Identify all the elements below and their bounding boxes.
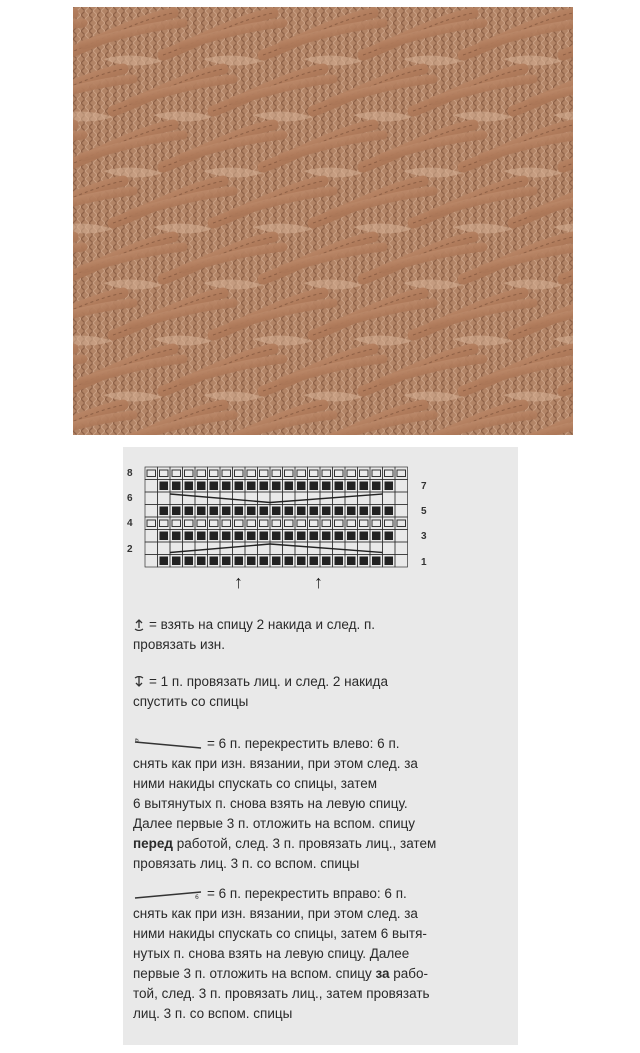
knit-symbol [172, 557, 181, 566]
legend-text-line: = взять на спицу 2 накида и след. п. [149, 617, 376, 632]
chart-cell [233, 492, 246, 505]
chart-cell [345, 492, 358, 505]
purl-symbol [347, 520, 356, 527]
knit-symbol [247, 532, 256, 541]
row-number: 5 [421, 506, 427, 517]
knit-symbol [172, 482, 181, 491]
purl-symbol [247, 520, 256, 527]
legend-text-line: перед работой, след. 3 п. провязать лиц., затем [133, 836, 437, 851]
chart-cell [383, 542, 396, 555]
knit-symbol [335, 532, 344, 541]
purl-symbol [310, 470, 319, 477]
legend-item [133, 672, 513, 712]
knit-symbol [235, 482, 244, 491]
knit-symbol [385, 557, 394, 566]
purl-symbol [385, 520, 394, 527]
purl-symbol [335, 520, 344, 527]
knit-symbol [247, 557, 256, 566]
purl-symbol [360, 470, 369, 477]
purl-symbol [235, 520, 244, 527]
knit-symbol [335, 507, 344, 516]
legend-item [133, 884, 513, 1024]
legend-text-line: = 1 п. провязать лиц. и след. 2 накида [149, 674, 388, 689]
legend-text-line: Далее первые 3 п. отложить на вспом. спицу [133, 816, 416, 831]
purl-symbol [372, 520, 381, 527]
chart-cell [395, 555, 408, 568]
chart-cell [158, 542, 171, 555]
chart-cell [233, 542, 246, 555]
purl-symbol [222, 520, 231, 527]
chart-cell [145, 492, 158, 505]
legend-text-line: той, след. 3 п. провязать лиц., затем провязать [133, 986, 430, 1001]
legend-text-line: провязать лиц. 3 п. со вспом. спицы [133, 856, 360, 871]
knit-symbol [235, 507, 244, 516]
knit-symbol [185, 507, 194, 516]
knit-symbol [197, 482, 206, 491]
legend-text-line: = 6 п. перекрестить вправо: 6 п. [207, 886, 407, 901]
chart-cell [395, 492, 408, 505]
knit-symbol [247, 482, 256, 491]
cable-left-icon [133, 738, 203, 750]
purl-symbol [185, 470, 194, 477]
knit-symbol [372, 507, 381, 516]
purl-symbol [322, 520, 331, 527]
knit-symbol [310, 507, 319, 516]
svg-text:6: 6 [195, 894, 199, 901]
knit-symbol [260, 507, 269, 516]
purl-symbol [147, 520, 156, 527]
knit-symbol [335, 482, 344, 491]
legend-text-line: = 6 п. перекрестить влево: 6 п. [207, 736, 400, 751]
knit-symbol [260, 557, 269, 566]
purl-symbol [160, 470, 169, 477]
chart-cell [395, 480, 408, 493]
row-number: 2 [127, 544, 133, 555]
knit-symbol [335, 557, 344, 566]
chart-cell [195, 492, 208, 505]
knit-symbol [285, 557, 294, 566]
knit-symbol [260, 482, 269, 491]
knitting-chart [141, 465, 411, 573]
chart-cell [195, 542, 208, 555]
knit-symbol [360, 507, 369, 516]
purl-symbol [285, 520, 294, 527]
cable-line [270, 544, 383, 553]
knit-symbol [172, 532, 181, 541]
chart-cell [183, 492, 196, 505]
knit-symbol [197, 557, 206, 566]
chart-cell [395, 542, 408, 555]
knit-symbol [197, 507, 206, 516]
knit-symbol [297, 532, 306, 541]
chart-cell [345, 542, 358, 555]
purl-symbol [297, 520, 306, 527]
chart-cell [395, 530, 408, 543]
chart-cell [395, 505, 408, 518]
knit-symbol [222, 557, 231, 566]
legend-text-line: нутых п. снова взять на левую спицу. Далее [133, 946, 410, 961]
row-number: 4 [127, 518, 133, 529]
chart-cell [245, 542, 258, 555]
purl-symbol [147, 470, 156, 477]
purl-symbol [185, 520, 194, 527]
purl-symbol [272, 520, 281, 527]
knit-symbol [347, 557, 356, 566]
purl-symbol [397, 470, 406, 477]
purl-symbol [285, 470, 294, 477]
knitted-fabric-photo [73, 7, 573, 435]
row-number: 3 [421, 531, 427, 542]
knit-symbol [272, 507, 281, 516]
chart-cell [145, 542, 158, 555]
knit-symbol [272, 532, 281, 541]
knit-symbol [347, 507, 356, 516]
knit-symbol [360, 532, 369, 541]
knit-symbol [210, 482, 219, 491]
purl-symbol [322, 470, 331, 477]
knit-drop-yarnovers-icon [133, 676, 145, 688]
legend-item [133, 734, 513, 874]
legend-text-line: снять как при изн. вязании, при этом след. за [133, 906, 418, 921]
knit-symbol [210, 532, 219, 541]
knit-symbol [385, 507, 394, 516]
knit-symbol [160, 532, 169, 541]
legend-text-line: провязать изн. [133, 637, 225, 652]
repeat-end-arrow-icon: ↑ [314, 572, 323, 592]
purl-symbol [260, 470, 269, 477]
knit-symbol [185, 482, 194, 491]
purl-symbol [235, 470, 244, 477]
knit-symbol [172, 507, 181, 516]
purl-symbol [310, 520, 319, 527]
knit-symbol [372, 557, 381, 566]
knit-symbol [260, 532, 269, 541]
knit-symbol [385, 482, 394, 491]
row-number: 1 [421, 557, 427, 568]
knit-symbol [322, 482, 331, 491]
knit-symbol [297, 557, 306, 566]
knit-symbol [310, 532, 319, 541]
knit-symbol [322, 507, 331, 516]
chart-cell [295, 542, 308, 555]
knit-symbol [360, 482, 369, 491]
knit-symbol [322, 532, 331, 541]
knit-symbol [297, 482, 306, 491]
cable-line [270, 494, 383, 503]
knit-symbol [285, 482, 294, 491]
knit-symbol [322, 557, 331, 566]
knit-symbol [210, 507, 219, 516]
knit-symbol [297, 507, 306, 516]
knit-symbol [197, 532, 206, 541]
knit-symbol [360, 557, 369, 566]
legend-text-line: ними накиды спускать со спицы, затем [133, 776, 378, 791]
chart-cell [283, 492, 296, 505]
purl-symbol [197, 470, 206, 477]
chart-cell [358, 492, 371, 505]
row-number: 7 [421, 481, 427, 492]
knit-symbol [185, 557, 194, 566]
purl-symbol [172, 470, 181, 477]
repeat-start-arrow-icon: ↑ [234, 572, 243, 592]
knit-symbol [272, 482, 281, 491]
row-number: 8 [127, 468, 133, 479]
chart-cell [295, 492, 308, 505]
chart-cell [158, 492, 171, 505]
chart-cell [358, 542, 371, 555]
pattern-instructions-page [123, 447, 518, 1045]
purl-symbol [347, 470, 356, 477]
chart-cell [145, 480, 158, 493]
knit-symbol [160, 482, 169, 491]
purl-symbol [222, 470, 231, 477]
purl-symbol [360, 520, 369, 527]
knit-symbol [347, 482, 356, 491]
knit-symbol [310, 482, 319, 491]
knit-symbol [160, 557, 169, 566]
svg-text:6: 6 [135, 738, 139, 745]
purl-symbol [297, 470, 306, 477]
legend-text-line: первые 3 п. отложить на вспом. спицу за рабо- [133, 966, 429, 981]
knit-symbol [247, 507, 256, 516]
purl-symbol [385, 470, 394, 477]
knit-symbol [372, 482, 381, 491]
chart-cell [145, 555, 158, 568]
purl-symbol [210, 520, 219, 527]
purl-symbol [160, 520, 169, 527]
knit-symbol [210, 557, 219, 566]
knit-symbol [235, 557, 244, 566]
row-number: 6 [127, 493, 133, 504]
purl-symbol [335, 470, 344, 477]
purl-two-yarnovers-icon [133, 619, 145, 631]
chart-cell [283, 542, 296, 555]
chart-cell [383, 492, 396, 505]
legend-text-line: спустить со спицы [133, 694, 249, 709]
legend-text-line: лиц. 3 п. со вспом. спицы [133, 1006, 293, 1021]
knit-symbol [235, 532, 244, 541]
knit-symbol [222, 532, 231, 541]
chart-cell [145, 505, 158, 518]
purl-symbol [372, 470, 381, 477]
knit-symbol [385, 532, 394, 541]
knit-symbol [347, 532, 356, 541]
legend-text-line: 6 вытянутых п. снова взять на левую спицу. [133, 796, 408, 811]
knit-symbol [272, 557, 281, 566]
chart-cell [245, 492, 258, 505]
chart-cell [145, 530, 158, 543]
knit-symbol [185, 532, 194, 541]
legend-text-line: ними накиды спускать со спицы, затем 6 вытя- [133, 926, 427, 941]
knit-symbol [285, 507, 294, 516]
purl-symbol [397, 520, 406, 527]
knit-symbol [310, 557, 319, 566]
legend-item [133, 615, 513, 655]
knit-symbol [222, 482, 231, 491]
purl-symbol [172, 520, 181, 527]
chart-cell [183, 542, 196, 555]
legend-text-line: снять как при изн. вязании, при этом след. за [133, 756, 418, 771]
purl-symbol [210, 470, 219, 477]
purl-symbol [272, 470, 281, 477]
cable-right-icon [133, 888, 203, 900]
purl-symbol [260, 520, 269, 527]
purl-symbol [247, 470, 256, 477]
knit-symbol [160, 507, 169, 516]
knit-symbol [285, 532, 294, 541]
knit-symbol [222, 507, 231, 516]
purl-symbol [197, 520, 206, 527]
knit-symbol [372, 532, 381, 541]
